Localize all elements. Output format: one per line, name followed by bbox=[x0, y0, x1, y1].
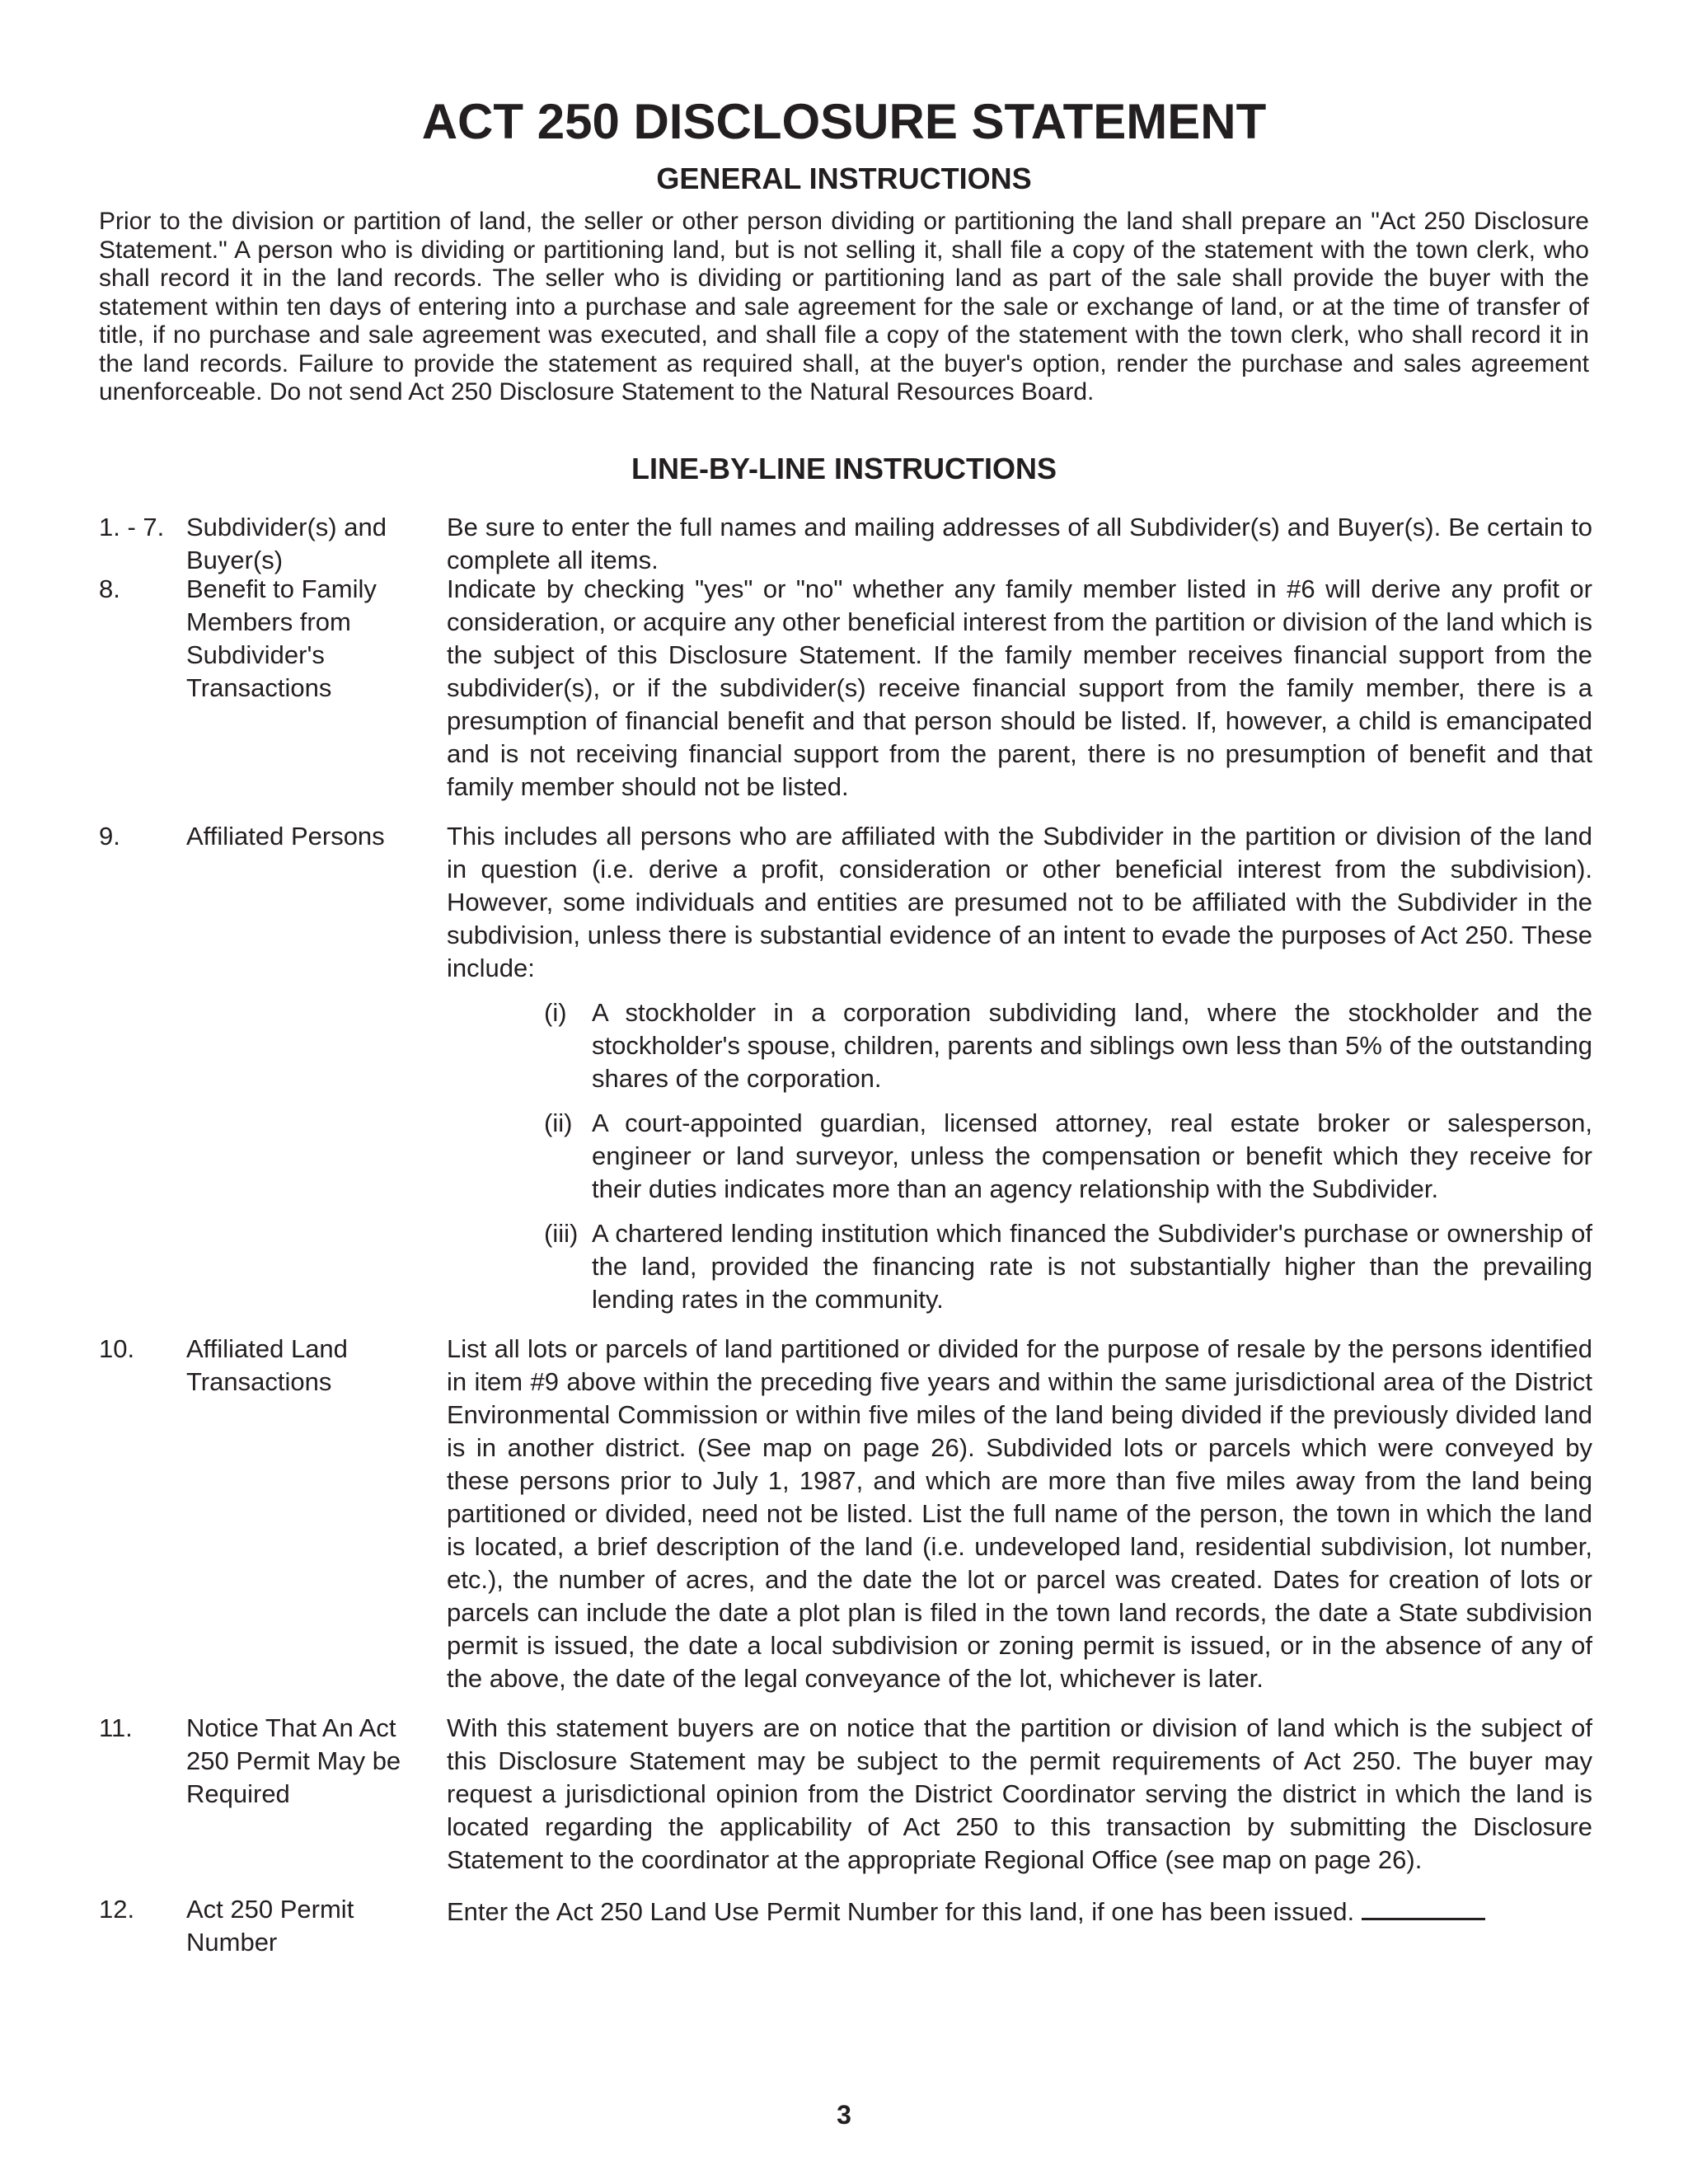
instruction-item-12 bbox=[99, 1893, 1592, 1959]
instruction-item-8 bbox=[99, 573, 1592, 804]
sub-item-mark: (i) bbox=[544, 998, 567, 1027]
sub-item-text: A chartered lending institution which financed the Subdivider's purchase or ownership of the land, provided the financing rate is not substantially higher than the prevailing lending rates in the community. bbox=[592, 1219, 1592, 1314]
item-number: 11. bbox=[99, 1713, 133, 1742]
instruction-item-9 bbox=[99, 820, 1592, 1316]
sub-item-mark: (iii) bbox=[544, 1219, 579, 1248]
sub-item-iii bbox=[99, 1217, 1592, 1316]
item-description: Be sure to enter the full names and mailing addresses of all Subdivider(s) and Buyer(s). Be certain to complete all items. bbox=[447, 513, 1592, 574]
item-number: 8. bbox=[99, 574, 120, 603]
item-number: 10. bbox=[99, 1334, 135, 1363]
line-by-line-heading: LINE-BY-LINE INSTRUCTIONS bbox=[631, 452, 1057, 485]
permit-number-blank bbox=[1362, 1893, 1485, 1920]
sub-item-text: A stockholder in a corporation subdividing land, where the stockholder and the stockholder's spouse, children, parents and siblings own less than 5% of the outstanding shares of the corporation. bbox=[592, 998, 1592, 1093]
item-label: Act 250 Permit Number bbox=[186, 1895, 354, 1957]
instruction-item-10 bbox=[99, 1333, 1592, 1695]
item-label: Affiliated Persons bbox=[186, 822, 385, 851]
item-description: With this statement buyers are on notice that the partition or division of land which is the subject of this Disclosure Statement may be subject to the permit requirements of Act 250. The buyer may request a jurisdictional opinion from the District Coordinator serving the district in which the land is located regarding the applicability of Act 250 to this transaction by submitting the Disclosure Statement to the coordinator at the appropriate Regional Office (see map on page 26). bbox=[447, 1713, 1592, 1874]
sub-item-i bbox=[99, 996, 1592, 1095]
page-number: 3 bbox=[837, 2100, 851, 2130]
item-label: Benefit to Family Members from Subdivider's Transactions bbox=[186, 574, 377, 702]
sub-item-mark: (ii) bbox=[544, 1108, 573, 1137]
item-description: List all lots or parcels of land partitioned or divided for the purpose of resale by the persons identified in item #9 above within the preceding five years and within the same jurisdictional area of the District Environmental Commission or within five miles of the land being divided if the previously divided land is in another district. (See map on page 26). Subdivided lots or parcels which were conveyed by these persons prior to July 1, 1987, and which are more than five miles away from the land being partitioned or divided, need not be listed. List the full name of the person, the town in which the land is located, a brief description of the land (i.e. undeveloped land, residential subdivision, lot number, etc.), the number of acres, and the date the lot or parcel was created. Dates for creation of lots or parcels can include the date a plot plan is filed in the town land records, the date a State subdivision permit is issued, the date a local subdivision or zoning permit is issued, or in the absence of any of the above, the date of the legal conveyance of the lot, whichever is later. bbox=[447, 1334, 1592, 1693]
instruction-list bbox=[99, 511, 1592, 1959]
instruction-item-11 bbox=[99, 1712, 1592, 1877]
item-number: 9. bbox=[99, 822, 120, 851]
item-description: Indicate by checking "yes" or "no" whether any family member listed in #6 will derive any profit or consideration, or acquire any other beneficial interest from the partition or division of the land which is the subject of this Disclosure Statement. If the family member receives financial support from the subdivider(s), or if the subdivider(s) receive financial support from the family member, there is a presumption of financial benefit and that person should be listed. If, however, a child is emancipated and is not receiving financial support from the parent, there is no presumption of benefit and that family member should not be listed. bbox=[447, 574, 1592, 801]
permit-number-instruction: Enter the Act 250 Land Use Permit Number for this land, if one has been issued. bbox=[447, 1897, 1355, 1926]
item-description bbox=[447, 1893, 1592, 1929]
item-label: Affiliated Land Transactions bbox=[186, 1334, 348, 1396]
item-label: Subdivider(s) and Buyer(s) bbox=[186, 513, 387, 574]
item-label: Notice That An Act 250 Permit May be Required bbox=[186, 1713, 401, 1808]
item-number: 12. bbox=[99, 1895, 135, 1924]
item-number: 1. - 7. bbox=[99, 513, 165, 541]
sub-item-text: A court-appointed guardian, licensed attorney, real estate broker or salesperson, engineer or land surveyor, unless the compensation or benefit which they receive for their duties indicates more than an agency relationship with the Subdivider. bbox=[592, 1108, 1592, 1203]
general-instructions-heading: GENERAL INSTRUCTIONS bbox=[656, 162, 1032, 195]
general-instructions-text: Prior to the division or partition of land, the seller or other person dividing or partitioning the land shall prepare an "Act 250 Disclosure Statement." A person who is dividing or partitioning land, but is not selling it, shall file a copy of the statement with the town clerk, who shall record it in the land records. The seller who is dividing or partitioning land as part of the sale shall provide the buyer with the statement within ten days of entering into a purchase and sale agreement for the sale or exchange of land, or at the time of transfer of title, if no purchase and sale agreement was executed, and shall file a copy of the statement with the town clerk, who shall record it in the land records. Failure to provide the statement as required shall, at the buyer's option, render the purchase and sales agreement unenforceable. Do not send Act 250 Disclosure Statement to the Natural Resources Board. bbox=[99, 208, 1589, 405]
instruction-item-1-7 bbox=[99, 511, 1592, 573]
sub-item-ii bbox=[99, 1107, 1592, 1206]
item-description: This includes all persons who are affiliated with the Subdivider in the partition or division of the land in question (i.e. derive a profit, consideration or other beneficial interest from the subdivision). However, some individuals and entities are presumed not to be affiliated with the Subdivider in the subdivision, unless there is substantial evidence of an intent to evade the purposes of Act 250. These include: bbox=[447, 822, 1592, 982]
document-title: ACT 250 DISCLOSURE STATEMENT bbox=[421, 94, 1267, 149]
